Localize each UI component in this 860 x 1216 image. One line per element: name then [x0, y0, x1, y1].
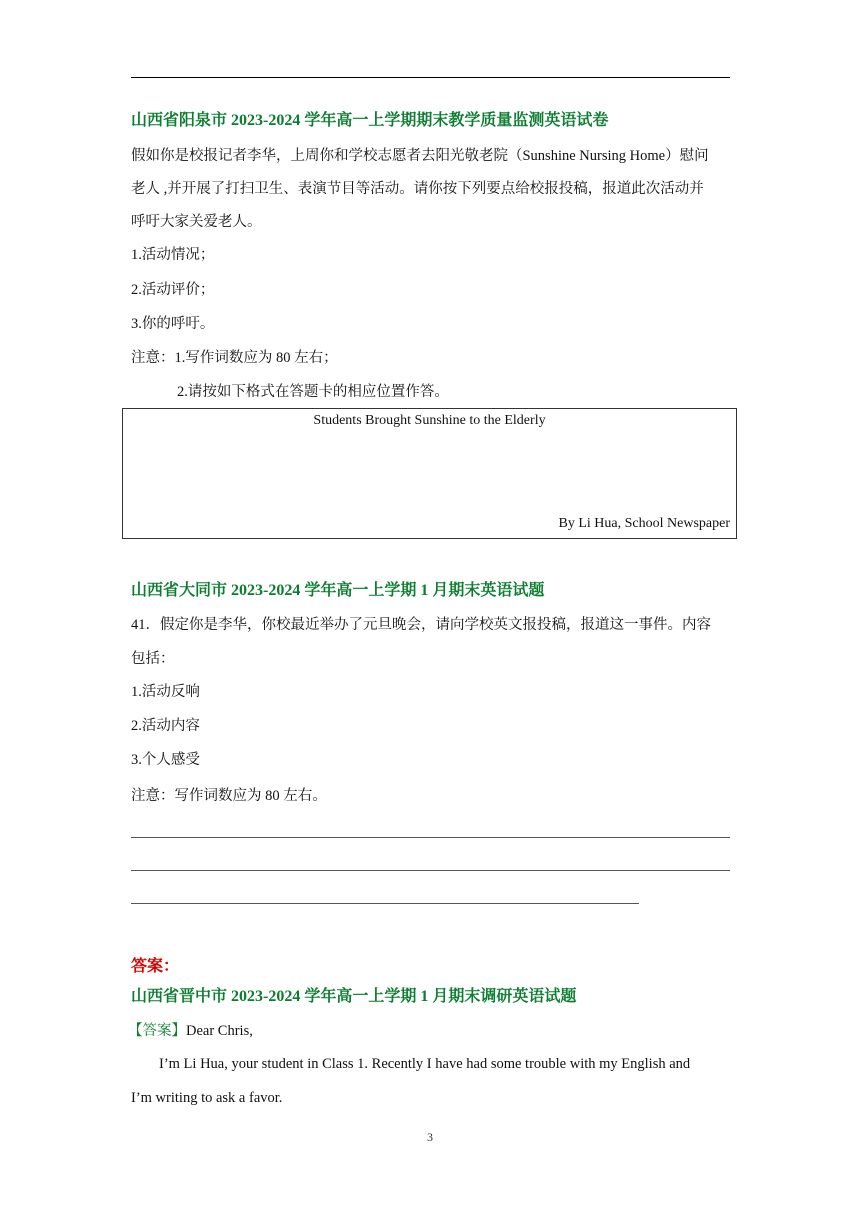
answers-heading: 山西省晋中市 2023-2024 学年高一上学期 1 月期末调研英语试题 — [131, 988, 577, 1005]
box-byline: By Li Hua, School Newspaper — [558, 516, 730, 531]
section2-prompt-line1: 41．假定你是李华，你校最近举办了元旦晚会，请向学校英文报投稿，报道这一事件。内容 — [131, 617, 711, 633]
answer-body-line2: I’m writing to ask a favor. — [131, 1090, 283, 1106]
section1-note2: 2.请按如下格式在答题卡的相应位置作答。 — [177, 384, 449, 400]
section1-heading: 山西省阳泉市 2023-2024 学年高一上学期期末教学质量监测英语试卷 — [131, 112, 609, 129]
section2-prompt-line2: 包括： — [131, 651, 175, 667]
answer-salutation: Dear Chris, — [186, 1023, 253, 1039]
section1-prompt-line2: 老人 ,并开展了打扫卫生、表演节目等活动。请你按下列要点给校报投稿，报道此次活动并 — [131, 181, 704, 197]
section2-heading: 山西省大同市 2023-2024 学年高一上学期 1 月期末英语试题 — [131, 582, 545, 599]
section1-point-2: 2.活动评价； — [131, 282, 215, 298]
answer-salutation-line — [128, 1020, 253, 1042]
answer-blank-line — [131, 870, 730, 871]
page-number: 3 — [427, 1130, 433, 1144]
section1-point-3: 3.你的呼吁。 — [131, 316, 215, 332]
answer-label: 答案： — [131, 958, 180, 975]
box-title: Students Brought Sunshine to the Elderly — [313, 413, 546, 428]
answer-blank-line — [131, 903, 639, 904]
answer-body-line1: I’m Li Hua, your student in Class 1. Recently I have had some trouble with my English and — [159, 1056, 691, 1072]
answer-format-box — [122, 408, 737, 539]
answer-bracket-label: 【答案】 — [128, 1023, 186, 1039]
section2-note: 注意：写作词数应为 80 左右。 — [131, 788, 327, 804]
section1-prompt-line3: 呼吁大家关爱老人。 — [131, 214, 262, 230]
section1-prompt-line1: 假如你是校报记者李华，上周你和学校志愿者去阳光敬老院（Sunshine Nursing Home）慰问 — [131, 148, 709, 164]
section2-point-1: 1.活动反响 — [131, 684, 200, 700]
section2-point-3: 3.个人感受 — [131, 752, 200, 768]
answer-blank-line — [131, 837, 730, 838]
header-rule — [131, 77, 730, 78]
section2-point-2: 2.活动内容 — [131, 718, 200, 734]
section1-note1: 注意：1.写作词数应为 80 左右； — [131, 350, 338, 366]
section1-point-1: 1.活动情况； — [131, 247, 215, 263]
